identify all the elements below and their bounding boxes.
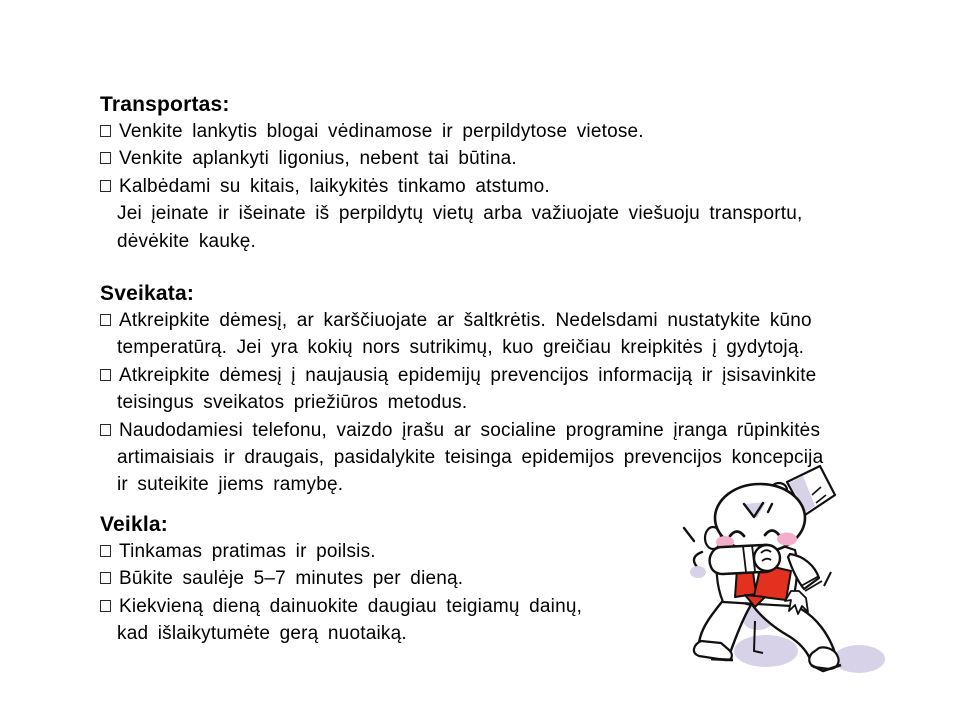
section-transportas <box>100 92 900 255</box>
bullet-square-icon <box>100 152 111 164</box>
bullet-line <box>100 417 900 444</box>
line-text: Venkite lankytis blogai vėdinamose ir perpildytose vietose. <box>119 121 644 142</box>
line-text: dėvėkite kaukę. <box>117 230 257 252</box>
section-heading: Transportas: <box>100 93 230 116</box>
line-text: teisingus sveikatos priežiūros metodus. <box>117 392 468 414</box>
bullet-square-icon <box>100 424 111 436</box>
line-text: Naudodamiesi telefonu, vaizdo įrašu ar socialine programine įranga rūpinkitės <box>119 419 821 441</box>
bullet-line <box>100 362 900 389</box>
bullet-square-icon <box>100 545 111 557</box>
bullet-line <box>100 173 900 200</box>
line-text: temperatūrą. Jei yra kokių nors sutrikimų, kuo greičiau kreipkitės į gydytoją. <box>117 337 805 359</box>
line-text: ir suteikite jiems ramybę. <box>117 474 344 496</box>
line-text: kad išlaikytumėte gerą nuotaiką. <box>117 623 407 645</box>
line-text: Jei įeinate ir išeinate iš perpildytų vietų arba važiuojate viešuoju transportu, <box>117 203 803 225</box>
right-cheek-blush <box>777 533 797 546</box>
bullet-line <box>100 118 900 145</box>
arm-covering-mouth <box>710 545 780 574</box>
line-text: Tinkamas pratimas ir poilsis. <box>119 540 376 562</box>
bullet-square-icon <box>100 125 111 137</box>
bullet-line <box>100 145 900 172</box>
line-text: Kalbėdami su kitais, laikykitės tinkamo atstumo. <box>119 175 550 197</box>
line-text: Atkreipkite dėmesį, ar karščiuojate ar šaltkrėtis. Nedelsdami nustatykite kūno <box>119 310 812 332</box>
bullet-line <box>100 307 900 334</box>
bullet-square-icon <box>100 314 111 326</box>
continuation-line <box>100 200 900 227</box>
line-text: artimaisiais ir draugais, pasidalykite teisinga epidemijos prevencijos koncepcija <box>117 447 824 469</box>
continuation-line <box>100 389 900 416</box>
line-text: Atkreipkite dėmesį į naujausią epidemijų prevencijos informaciją ir įsisavinkite <box>119 364 817 386</box>
line-text: Būkite saulėje 5–7 minutes per dieną. <box>119 568 464 590</box>
line-text: Kiekvieną dieną dainuokite daugiau teigiamų dainų, <box>119 595 583 617</box>
child-covering-mouth-illustration <box>653 455 903 690</box>
cough-motion-marks <box>684 528 706 578</box>
bullet-square-icon <box>100 600 111 612</box>
section-heading: Veikla: <box>100 512 168 536</box>
bullet-square-icon <box>100 369 111 381</box>
line-text: Venkite aplankyti ligonius, nebent tai būtina. <box>119 148 517 170</box>
continuation-line <box>100 334 900 361</box>
cartoon-kungfu-child-svg <box>653 455 903 690</box>
section-heading: Sveikata: <box>100 282 195 306</box>
bullet-square-icon <box>100 180 111 192</box>
continuation-line <box>100 228 900 255</box>
bullet-square-icon <box>100 572 111 584</box>
